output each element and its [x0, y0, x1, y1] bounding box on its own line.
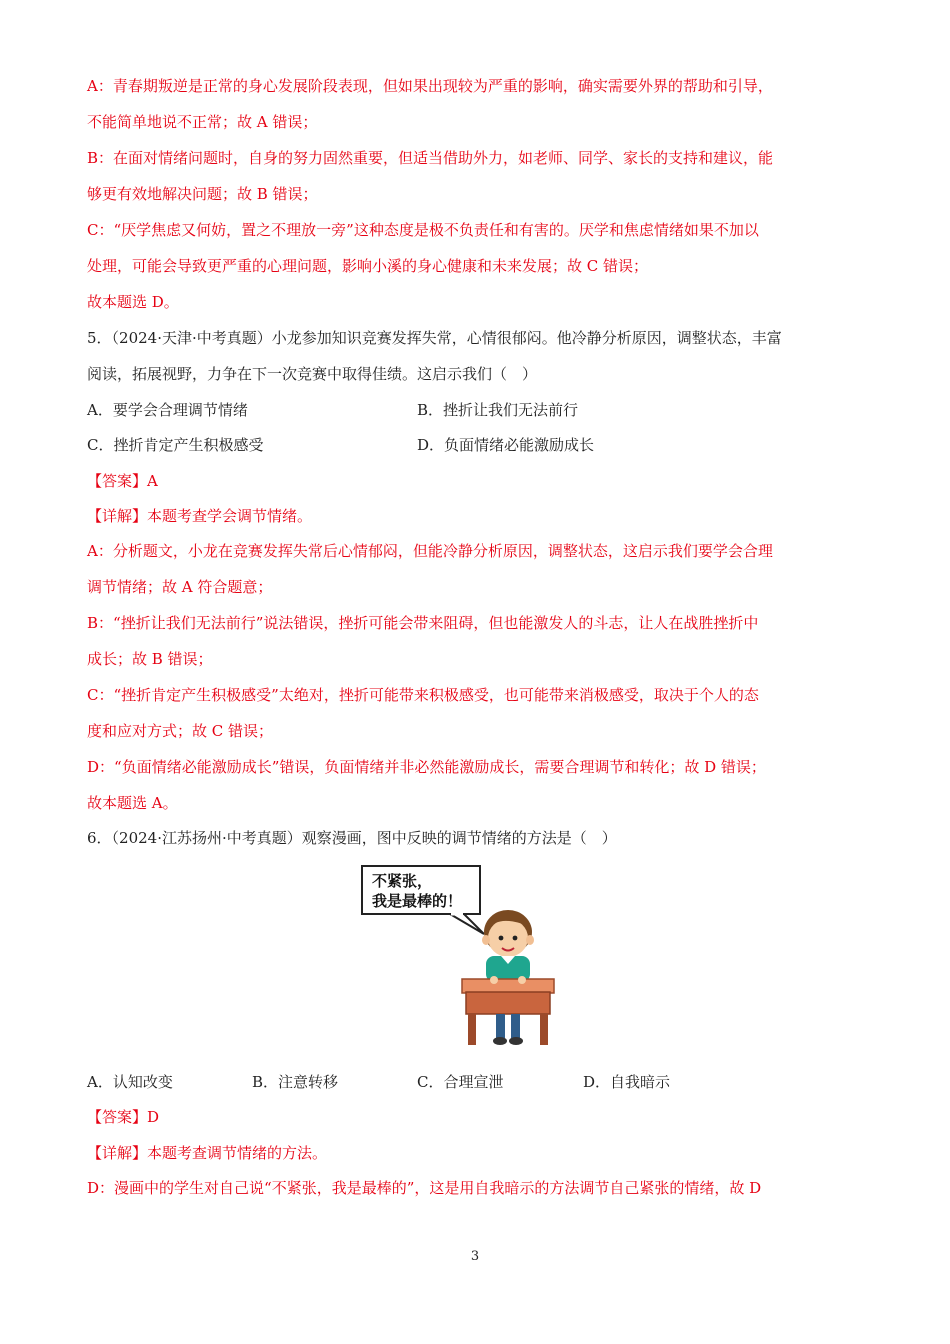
q6-stem: 6．（2024·江苏扬州·中考真题）观察漫画，图中反映的调节情绪的方法是（ ） — [87, 829, 617, 847]
q6-option-b: B．注意转移 — [252, 1073, 339, 1091]
desk-drawer — [466, 992, 550, 1014]
q5-explain-a-line2: 调节情绪；故 A 符合题意； — [87, 578, 273, 596]
bubble-text-line2: 我是最棒的！ — [372, 892, 463, 910]
q5-explain-c-line2: 度和应对方式；故 C 错误； — [87, 722, 274, 740]
prev-option-c-line2: 处理，可能会导致更严重的心理问题，影响小溪的身心健康和未来发展；故 C 错误； — [87, 257, 649, 275]
q5-conclusion: 故本题选 A。 — [87, 794, 178, 812]
q5-option-d: D．负面情绪必能激励成长 — [417, 436, 595, 454]
q5-explain-b-line2: 成长；故 B 错误； — [87, 650, 213, 668]
q6-answer: 【答案】D — [87, 1108, 160, 1126]
speech-bubble-tail — [450, 914, 484, 934]
prev-option-b-line2: 够更有效地解决问题；故 B 错误； — [87, 185, 318, 203]
desk-top — [462, 979, 554, 993]
prev-option-c-line1: C：“厌学焦虑又何妨，置之不理放一旁”这种态度是极不负责任和有害的。厌学和焦虑情绪如果不加以 — [87, 221, 759, 239]
q6-explain-d-line1: D：漫画中的学生对自己说“不紧张，我是最棒的”，这是用自我暗示的方法调节自己紧张的情绪，故 D — [87, 1179, 762, 1197]
page-number: 3 — [470, 1249, 480, 1264]
q5-stem-line2: 阅读，拓展视野，力争在下一次竞赛中取得佳绩。这启示我们（ ） — [87, 365, 538, 383]
q5-option-a: A．要学会合理调节情绪 — [87, 401, 248, 419]
q5-stem-line1: 5．（2024·天津·中考真题）小龙参加知识竞赛发挥失常，心情很郁闷。他冷静分析原因，调整状态，丰富 — [87, 329, 782, 347]
prev-option-a-line1: A：青春期叛逆是正常的身心发展阶段表现，但如果出现较为严重的影响，确实需要外界的帮助和引导， — [87, 77, 773, 95]
bubble-text-line1: 不紧张， — [372, 872, 433, 890]
q5-explain-d-line1: D：“负面情绪必能激励成长”错误，负面情绪并非必然能激励成长，需要合理调节和转化；故 D 错误； — [87, 758, 766, 776]
q5-option-c: C．挫折肯定产生积极感受 — [87, 436, 264, 454]
q5-option-b: B．挫折让我们无法前行 — [417, 401, 579, 419]
q5-answer: 【答案】A — [87, 472, 158, 490]
q5-explain-b-line1: B：“挫折让我们无法前行”说法错误，挫折可能会带来阻碍，但也能激发人的斗志，让人在战胜挫折中 — [87, 614, 759, 632]
prev-option-b-line1: B：在面对情绪问题时，自身的努力固然重要，但适当借助外力，如老师、同学、家长的支持和建议，能 — [87, 149, 774, 167]
q5-detail: 【详解】本题考查学会调节情绪。 — [87, 507, 313, 525]
q5-explain-c-line1: C：“挫折肯定产生积极感受”太绝对，挫折可能带来积极感受，也可能带来消极感受，取决于个人的态 — [87, 686, 759, 704]
desk-leg-right — [540, 1013, 548, 1045]
q5-explain-a-line1: A：分析题文，小龙在竞赛发挥失常后心情郁闷，但能冷静分析原因，调整状态，这启示我们要学会合理 — [87, 542, 773, 560]
cartoon-student-illustration — [358, 864, 568, 1049]
q6-option-a: A．认知改变 — [87, 1073, 173, 1091]
desk-leg-left — [468, 1013, 476, 1045]
q6-detail: 【详解】本题考查调节情绪的方法。 — [87, 1144, 328, 1162]
q6-option-c: C．合理宣泄 — [417, 1073, 504, 1091]
q6-option-d: D．自我暗示 — [583, 1073, 671, 1091]
prev-option-a-line2: 不能简单地说不正常；故 A 错误； — [87, 113, 318, 131]
prev-conclusion: 故本题选 D。 — [87, 293, 179, 311]
